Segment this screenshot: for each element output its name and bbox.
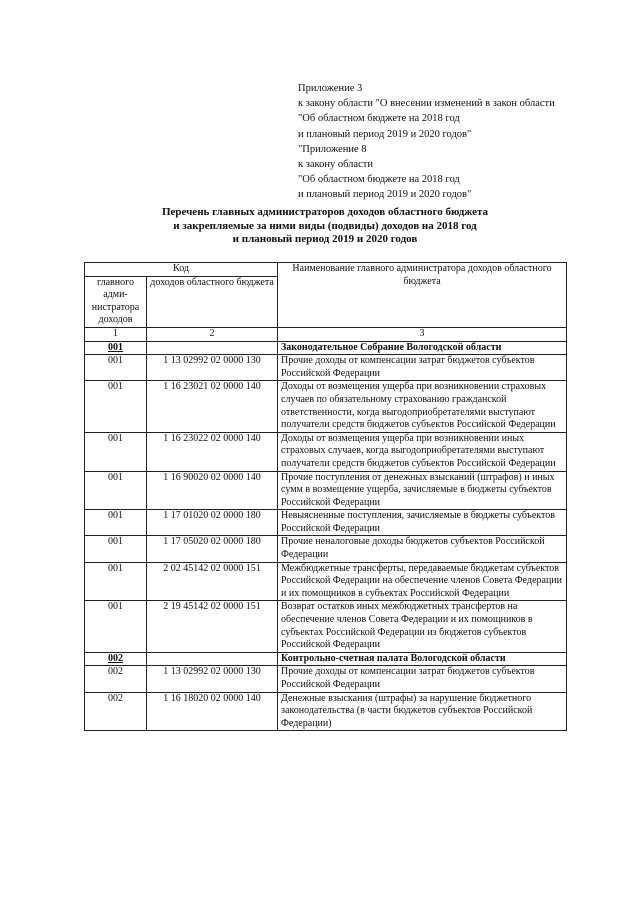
- document-title: [130, 206, 520, 247]
- table-row: [85, 692, 567, 731]
- group-header-row: [85, 652, 567, 666]
- annex-line: и плановый период 2019 и 2020 годов": [298, 189, 472, 201]
- admin-code-cell: 002: [85, 652, 147, 666]
- table-row: [85, 562, 567, 601]
- annex-line: "Об областном бюджете на 2018 год: [298, 113, 460, 125]
- admin-code-cell: 001: [85, 355, 147, 381]
- name-cell: Контрольно-счетная палата Вологодской области: [278, 652, 567, 666]
- table-row: [85, 381, 567, 432]
- name-cell: Межбюджетные трансферты, передаваемые бюджетам субъектов Российской Федерации на обеспечение членов Совета Федерации и их помощников в субъектах Российской Федерации: [278, 562, 567, 601]
- admin-code-cell: 001: [85, 381, 147, 432]
- income-code-cell: [147, 652, 278, 666]
- admin-code-cell: 001: [85, 562, 147, 601]
- admin-code-cell: 001: [85, 601, 147, 652]
- name-cell: Денежные взыскания (штрафы) за нарушение бюджетного законодательства (в части бюджетов субъектов Российской Федерации): [278, 692, 567, 731]
- name-cell: Прочие неналоговые доходы бюджетов субъектов Российской Федерации: [278, 536, 567, 562]
- name-cell: Прочие доходы от компенсации затрат бюджетов субъектов Российской Федерации: [278, 666, 567, 692]
- income-code-cell: 1 16 18020 02 0000 140: [147, 692, 278, 731]
- income-code-cell: 1 16 23021 02 0000 140: [147, 381, 278, 432]
- annex-line: "Приложение 8: [298, 143, 367, 155]
- annex-line: Приложение 3: [298, 83, 363, 94]
- table-row: [85, 666, 567, 692]
- name-cell: Прочие доходы от компенсации затрат бюджетов субъектов Российской Федерации: [278, 355, 567, 381]
- header-code: Код: [85, 263, 278, 277]
- title-line: Перечень главных администраторов доходов областного бюджета: [161, 206, 489, 218]
- name-cell: Прочие поступления от денежных взысканий (штрафов) и иных сумм в возмещение ущерба, зачисляемые в бюджеты субъектов Российской Федерации: [278, 471, 567, 510]
- header-name: Наименование главного администратора доходов областного бюджета: [278, 263, 567, 328]
- admin-code-cell: 001: [85, 536, 147, 562]
- annex-block: [298, 81, 555, 203]
- admin-code-cell: 002: [85, 692, 147, 731]
- name-cell: Доходы от возмещения ущерба при возникновении иных страховых случаев, когда выгодоприобретателями выступают получатели средств бюджетов субъектов Российской Федерации: [278, 432, 567, 471]
- table-row: [85, 471, 567, 510]
- name-cell: Законодательное Собрание Вологодской области: [278, 341, 567, 355]
- table-row: [85, 601, 567, 652]
- admin-code-cell: 001: [85, 432, 147, 471]
- table-row: [85, 536, 567, 562]
- income-code-cell: 2 19 45142 02 0000 151: [147, 601, 278, 652]
- income-code-cell: 1 13 02992 02 0000 130: [147, 355, 278, 381]
- admin-code-cell: 002: [85, 666, 147, 692]
- income-code-cell: 1 16 90020 02 0000 140: [147, 471, 278, 510]
- title-line: и плановый период 2019 и 2020 годов: [232, 233, 418, 245]
- column-number: 3: [278, 327, 567, 341]
- column-number: 1: [85, 327, 147, 341]
- table-row: [85, 510, 567, 536]
- admin-code-cell: 001: [85, 341, 147, 355]
- annex-line: к закону области "О внесении изменений в закон области: [298, 98, 555, 110]
- income-code-cell: [147, 341, 278, 355]
- annex-line: к закону области: [298, 159, 373, 171]
- group-header-row: [85, 341, 567, 355]
- name-cell: Возврат остатков иных межбюджетных трансфертов на обеспечение членов Совета Федерации и их помощников в субъектах Российской Федерации из бюджетов субъектов Российской Федерации: [278, 601, 567, 652]
- title-line: и закрепляемые за ними виды (подвиды) доходов на 2018 год: [173, 219, 477, 232]
- admin-code-cell: 001: [85, 510, 147, 536]
- administrators-table: [84, 262, 567, 731]
- income-code-cell: 2 02 45142 02 0000 151: [147, 562, 278, 601]
- table-row: [85, 432, 567, 471]
- income-code-cell: 1 16 23022 02 0000 140: [147, 432, 278, 471]
- income-code-cell: 1 17 05020 02 0000 180: [147, 536, 278, 562]
- header-income: доходов областного бюджета: [147, 276, 278, 327]
- annex-line: "Об областном бюджете на 2018 год: [298, 174, 460, 186]
- name-cell: Доходы от возмещения ущерба при возникновении страховых случаев по обязательному страхованию гражданской ответственности, когда выгодоприобретателями выступают получатели средств бюджетов субъектов Российской Федерации: [278, 381, 567, 432]
- admin-code-cell: 001: [85, 471, 147, 510]
- header-admin: главного адми-нистратора доходов: [85, 276, 147, 327]
- income-code-cell: 1 17 01020 02 0000 180: [147, 510, 278, 536]
- column-number: 2: [147, 327, 278, 341]
- header-row: [85, 263, 567, 277]
- table-row: [85, 355, 567, 381]
- annex-line: и плановый период 2019 и 2020 годов": [298, 128, 472, 140]
- column-number-row: [85, 327, 567, 341]
- name-cell: Невыясненные поступления, зачисляемые в бюджеты субъектов Российской Федерации: [278, 510, 567, 536]
- income-code-cell: 1 13 02992 02 0000 130: [147, 666, 278, 692]
